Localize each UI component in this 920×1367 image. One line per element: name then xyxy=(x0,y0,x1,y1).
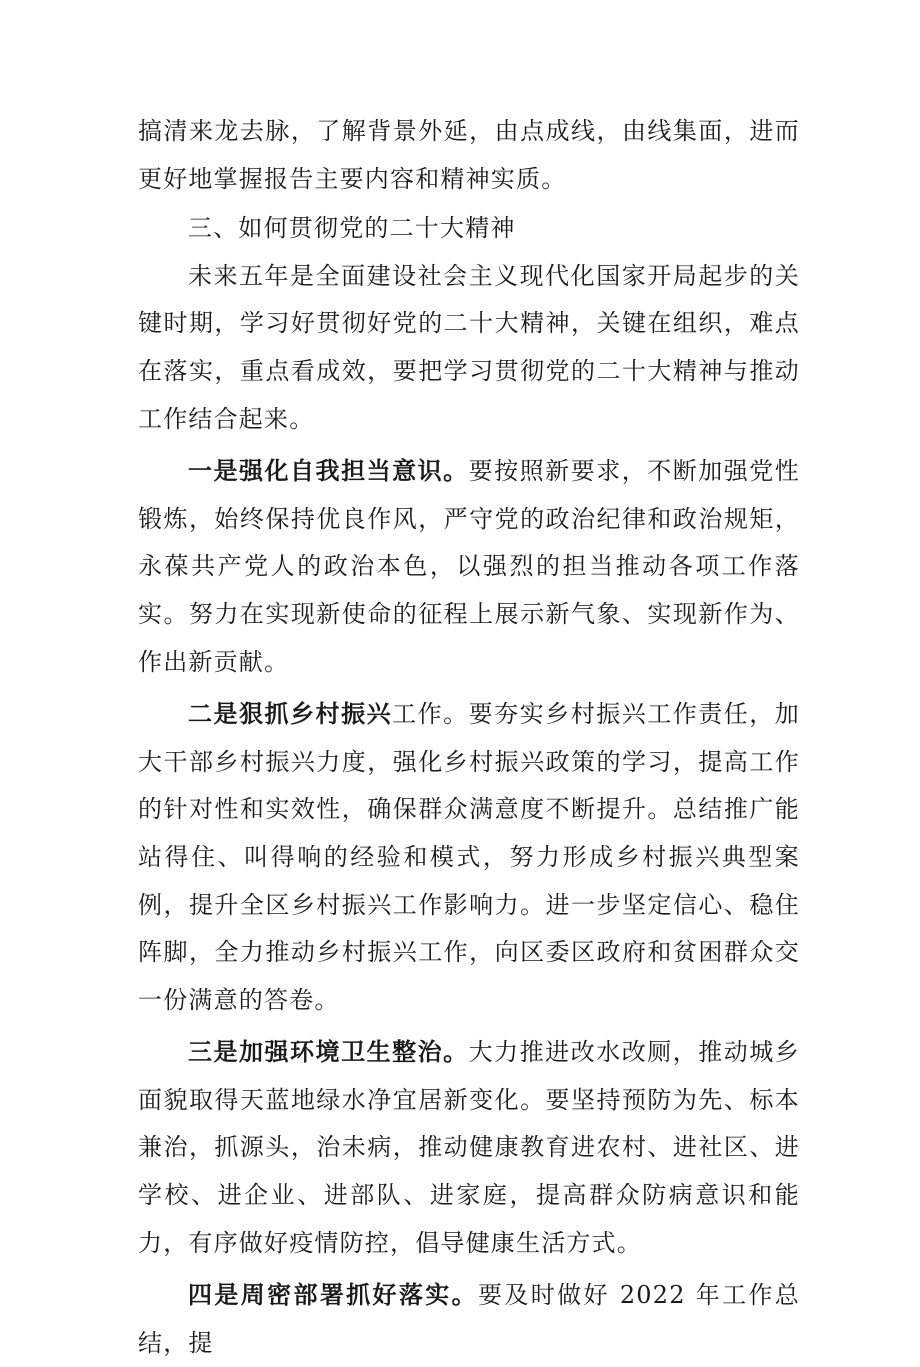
paragraph-lead: 四是周密部署抓好落实。 xyxy=(188,1280,479,1310)
paragraph-continuation xyxy=(138,108,800,203)
paragraph-text: 大力推进改水改厕，推动城乡面貌取得天蓝地绿水净宜居新变化。要坚持预防为先、标本兼治，抓源头，治未病，推动健康教育进农村、进社区、进学校、进企业、进部队、进家庭，提高群众防病意识和能力，有序做好疫情防控，倡导健康生活方式。 xyxy=(138,1038,800,1257)
paragraph-point-three xyxy=(138,1028,800,1267)
paragraph-lead: 二是狠抓乡村振兴 xyxy=(188,699,393,729)
paragraph-text: 要及时做好 2022 年工作总结，提 xyxy=(138,1281,800,1357)
paragraph-lead: 一是强化自我担当意识。 xyxy=(188,456,469,486)
paragraph-text: 未来五年是全面建设社会主义现代化国家开局起步的关键时期，学习好贯彻好党的二十大精神，关键在组织，难点在落实，重点看成效，要把学习贯彻党的二十大精神与推动工作结合起来。 xyxy=(138,261,800,433)
paragraph-text: 工作。要夯实乡村振兴工作责任，加大干部乡村振兴力度，强化乡村振兴政策的学习，提高工作的针对性和实效性，确保群众满意度不断提升。总结推广能站得住、叫得响的经验和模式，努力形成乡村振兴典型案例，提升全区乡村振兴工作影响力。进一步坚定信心、稳住阵脚，全力推动乡村振兴工作，向区委区政府和贫困群众交一份满意的答卷。 xyxy=(138,700,800,1014)
paragraph-point-four xyxy=(138,1271,800,1367)
paragraph-intro xyxy=(138,253,800,443)
document-page xyxy=(138,108,800,1367)
section-heading-three xyxy=(138,205,800,253)
paragraph-lead: 三是加强环境卫生整治。 xyxy=(188,1037,469,1067)
heading-text: 三、如何贯彻党的二十大精神 xyxy=(188,214,516,243)
paragraph-point-two xyxy=(138,690,800,1024)
paragraph-text: 要按照新要求，不断加强党性锻炼，始终保持优良作风，严守党的政治纪律和政治规矩，永葆共产党人的政治本色，以强烈的担当推动各项工作落实。努力在实现新使命的征程上展示新气象、实现新作为、作出新贡献。 xyxy=(138,457,800,676)
paragraph-point-one xyxy=(138,447,800,686)
paragraph-text: 搞清来龙去脉，了解背景外延，由点成线，由线集面，进而更好地掌握报告主要内容和精神实质。 xyxy=(138,117,800,193)
